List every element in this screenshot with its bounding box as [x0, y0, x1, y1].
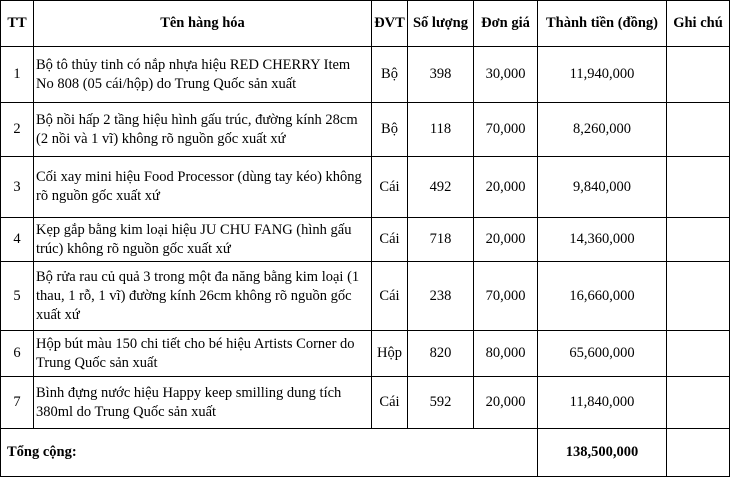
cell-price: 70,000 [474, 262, 538, 331]
cell-qty: 820 [408, 331, 474, 377]
cell-name: Hộp bút màu 150 chi tiết cho bé hiệu Artists Corner do Trung Quốc sản xuất [34, 331, 372, 377]
table-row [1, 47, 730, 103]
cell-name: Bình đựng nước hiệu Happy keep smilling dung tích 380ml do Trung Quốc sản xuất [34, 377, 372, 429]
cell-note [667, 103, 730, 157]
cell-price: 30,000 [474, 47, 538, 103]
table-row [1, 331, 730, 377]
cell-note [667, 218, 730, 262]
total-label: Tổng cộng: [1, 429, 538, 477]
cell-note [667, 47, 730, 103]
cell-amount: 65,600,000 [538, 331, 667, 377]
cell-price: 20,000 [474, 377, 538, 429]
total-row [1, 429, 730, 477]
cell-amount: 9,840,000 [538, 157, 667, 218]
cell-amount: 16,660,000 [538, 262, 667, 331]
cell-unit: Hộp [372, 331, 408, 377]
cell-tt: 4 [1, 218, 34, 262]
cell-unit: Bộ [372, 103, 408, 157]
cell-name: Bộ rửa rau củ quả 3 trong một đa năng bằng kim loại (1 thau, 1 rỗ, 1 vĩ) đường kính 26cm không rõ nguồn gốc xuất xứ [34, 262, 372, 331]
cell-amount: 11,940,000 [538, 47, 667, 103]
cell-tt: 2 [1, 103, 34, 157]
header-unit: ĐVT [372, 1, 408, 47]
cell-note [667, 377, 730, 429]
cell-unit: Cái [372, 262, 408, 331]
cell-note [667, 262, 730, 331]
header-row [1, 1, 730, 47]
cell-note [667, 331, 730, 377]
cell-tt: 3 [1, 157, 34, 218]
total-amount: 138,500,000 [538, 429, 667, 477]
cell-amount: 14,360,000 [538, 218, 667, 262]
header-note: Ghi chú [667, 1, 730, 47]
table-row [1, 262, 730, 331]
cell-amount: 11,840,000 [538, 377, 667, 429]
header-name: Tên hàng hóa [34, 1, 372, 47]
cell-price: 20,000 [474, 157, 538, 218]
cell-name: Cối xay mini hiệu Food Processor (dùng tay kéo) không rõ nguồn gốc xuất xứ [34, 157, 372, 218]
cell-price: 80,000 [474, 331, 538, 377]
cell-unit: Cái [372, 157, 408, 218]
header-price: Đơn giá [474, 1, 538, 47]
cell-name: Kẹp gắp bằng kim loại hiệu JU CHU FANG (hình gấu trúc) không rõ nguồn gốc xuất xứ [34, 218, 372, 262]
cell-unit: Cái [372, 218, 408, 262]
cell-price: 70,000 [474, 103, 538, 157]
cell-tt: 5 [1, 262, 34, 331]
total-note [667, 429, 730, 477]
cell-unit: Bộ [372, 47, 408, 103]
cell-amount: 8,260,000 [538, 103, 667, 157]
table-row [1, 218, 730, 262]
cell-qty: 718 [408, 218, 474, 262]
header-amount: Thành tiền (đồng) [538, 1, 667, 47]
cell-qty: 118 [408, 103, 474, 157]
cell-name: Bộ nồi hấp 2 tầng hiệu hình gấu trúc, đường kính 28cm (2 nồi và 1 vĩ) không rõ nguồn gốc xuất xứ [34, 103, 372, 157]
table-row [1, 157, 730, 218]
header-tt: TT [1, 1, 34, 47]
cell-qty: 398 [408, 47, 474, 103]
cell-tt: 7 [1, 377, 34, 429]
cell-tt: 1 [1, 47, 34, 103]
table-row [1, 103, 730, 157]
cell-unit: Cái [372, 377, 408, 429]
cell-note [667, 157, 730, 218]
table-row [1, 377, 730, 429]
cell-tt: 6 [1, 331, 34, 377]
header-qty: Số lượng [408, 1, 474, 47]
cell-price: 20,000 [474, 218, 538, 262]
cell-qty: 592 [408, 377, 474, 429]
cell-name: Bộ tô thủy tinh có nắp nhựa hiệu RED CHERRY Item No 808 (05 cái/hộp) do Trung Quốc sản xuất [34, 47, 372, 103]
cell-qty: 492 [408, 157, 474, 218]
cell-qty: 238 [408, 262, 474, 331]
